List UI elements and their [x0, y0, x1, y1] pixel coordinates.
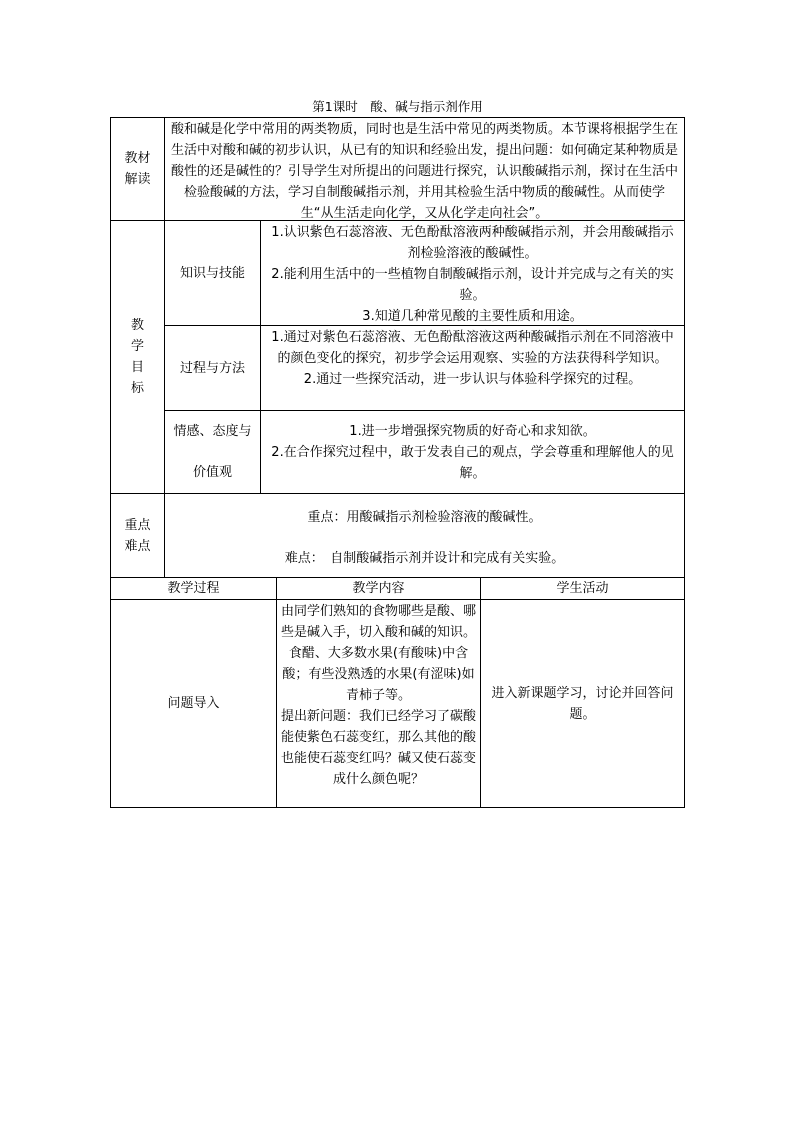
knowledge-item: 1.认识紫色石蕊溶液、无色酚酞溶液两种酸碱指示剂，并会用酸碱指示剂检验溶液的酸碱性。	[271, 225, 674, 261]
material-label-cell	[110, 117, 165, 221]
content-paragraph: 食醋、大多数水果(有酸味)中含酸；有些没熟透的水果(有涩味)如青柿子等。	[282, 646, 475, 703]
header-activity-label: 学生活动	[556, 581, 609, 596]
lesson-title: 第1课时 酸、碱与指示剂作用	[312, 99, 483, 114]
header-stage	[110, 577, 277, 600]
header-activity	[480, 577, 685, 600]
emotion-label-cell	[164, 410, 261, 494]
header-stage-label: 教学过程	[167, 581, 220, 596]
emotion-item: 1.进一步增强探究物质的好奇心和求知欲。	[349, 423, 596, 439]
knowledge-item: 3.知道几种常见酸的主要性质和用途。	[362, 309, 583, 324]
focus-line	[165, 507, 684, 528]
focus-text: 用酸碱指示剂检验溶液的酸碱性。	[346, 510, 542, 525]
knowledge-label-cell	[164, 220, 261, 326]
header-content-label: 教学内容	[352, 581, 405, 596]
key-label: 重点难点	[124, 517, 151, 554]
emotion-label-line2: 价值观	[192, 465, 232, 480]
activity-text: 进入新课题学习，讨论并回答问题。	[491, 685, 674, 722]
emotion-label-line1: 情感、态度与	[173, 424, 252, 439]
material-text: 酸和碱是化学中常用的两类物质，同时也是生活中常见的两类物质。本节课将根据学生在生活中对酸和碱的初步认识，从已有的知识和经验出发，提出问题：如何确定某种物质是酸性的还是碱性的？引导学生对所提出的问题进行探究，认识酸碱指示剂，探讨在生活中检验酸碱的方法，学习自制酸碱指示剂，并用其检验生活中物质的酸碱性。从而使学生“从生活走向化学，又从化学走向社会”。	[171, 122, 679, 221]
content-cell	[276, 599, 481, 808]
goals-label-char: 学	[130, 339, 144, 354]
emotion-item: 2.在合作探究过程中，敢于发表自己的观点，学会尊重和理解他人的见解。	[271, 444, 674, 481]
focus-label: 重点：	[307, 510, 347, 525]
process-label-cell	[164, 325, 261, 411]
process-items-cell	[260, 325, 685, 411]
goals-label-char: 标	[130, 381, 144, 396]
goals-label-char: 教	[130, 318, 144, 333]
process-item: 1.通过对紫色石蕊溶液、无色酚酞溶液这两种酸碱指示剂在不同溶液中的颜色变化的探究，初步学会运用观察、实验的方法获得科学知识。	[271, 330, 674, 366]
emotion-items-cell	[260, 410, 685, 494]
material-label: 教材解读	[124, 151, 151, 187]
content-paragraph: 由同学们熟知的食物哪些是酸、哪些是碱入手，切入酸和碱的知识。	[280, 604, 476, 640]
difficulty-line	[165, 548, 684, 569]
material-text-cell	[164, 117, 685, 221]
header-content	[276, 577, 481, 600]
knowledge-item: 2.能利用生活中的一些植物自制酸碱指示剂，设计并完成与之有关的实验。	[271, 267, 674, 303]
stage-label: 问题导入	[167, 696, 220, 711]
process-label: 过程与方法	[179, 360, 245, 376]
goals-label-char: 目	[130, 360, 144, 375]
key-content-cell	[164, 493, 685, 578]
goals-label-cell	[110, 220, 165, 494]
content-paragraph: 提出新问题：我们已经学习了碳酸能使紫色石蕊变红，那么其他的酸也能使石蕊变红吗？碱又使石蕊变成什么颜色呢？	[280, 709, 476, 787]
stage-cell	[110, 599, 277, 808]
difficulty-text: 自制酸碱指示剂并设计和完成有关实验。	[330, 551, 565, 566]
activity-cell	[480, 599, 685, 808]
knowledge-label: 知识与技能	[179, 265, 245, 281]
process-item: 2.通过一些探究活动，进一步认识与体验科学探究的过程。	[303, 372, 642, 387]
key-label-cell	[110, 493, 165, 578]
knowledge-items-cell	[260, 220, 685, 326]
difficulty-label: 难点：	[284, 551, 318, 566]
